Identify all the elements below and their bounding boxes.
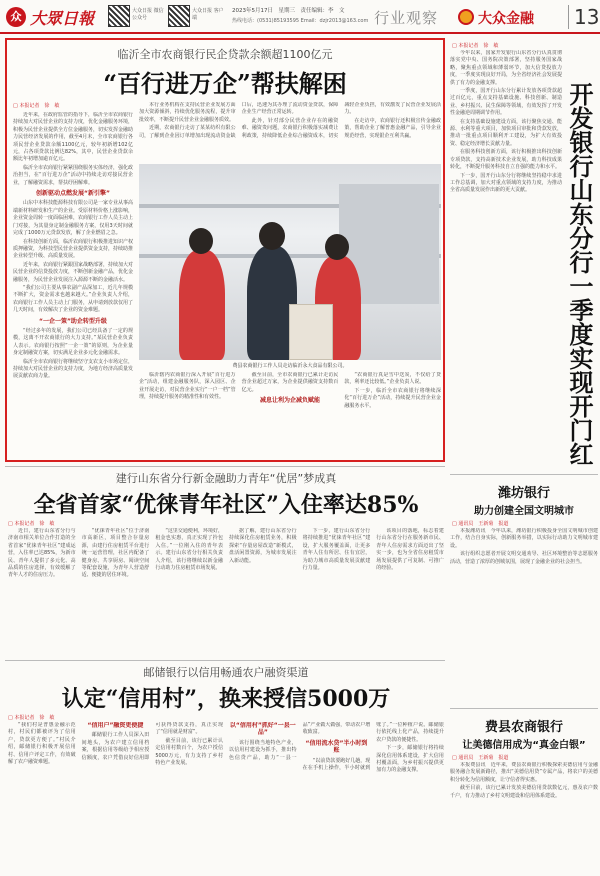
lead-paragraph: 在科技创新方面，临沂农商银行积极推进知识产权质押融资，为科技型民营企业提供资金支持，持续助推企业转型升级、高质量发展。 <box>13 238 133 260</box>
rail-mid-subhead: 助力创建全国文明城市 <box>474 506 574 517</box>
rail-paragraph: 截至目前，该行已累计发放美德信用贷款数亿元，惠及农户数千户，有力推动了乡村文明建设和信用体系建设。 <box>450 785 598 799</box>
bottom-paragraph: 该行围绕当地特色产业，以信用村建设为抓手，推出特色信贷产品，助力“一县一品”产业做大做强，带动农户增收致富。 <box>228 722 371 761</box>
section-divider <box>450 474 598 475</box>
middle-body <box>8 528 444 654</box>
section-divider <box>450 708 598 709</box>
rail-bot-body <box>450 762 598 870</box>
issue-date: 2023年5月17日 星期三 责任编辑：李 文 <box>232 8 345 14</box>
lead-upper-text <box>139 102 441 160</box>
bottom-headline: 认定“信用村”，换来授信5000万 <box>61 686 391 712</box>
section-divider <box>5 660 445 661</box>
lead-paragraph: “经过多年的发展，我们公司已经具备了一定的规模，这离不开农商银行的大力支持。”某民营企业负责人表示。农商银行按照“一企一策”的原则，为企业量身定制融资方案，切实满足企业多元化金融需求。 <box>13 327 133 357</box>
lead-headline: “百行进万企”帮扶解困 <box>103 69 347 98</box>
rail-paragraph: 在服务科技创新方面，该行积极推出科技创新专项贷款，支持高新技术企业发展，助力科技成果转化，不断提升服务科技自立自强的能力和水平。 <box>450 149 562 171</box>
bottom-paragraph: 邮储银行工作人员深入田间地头，为农户建立信用档案，根据信用等级给予相应授信额度，农户凭借良好信用即可获得贷款支持，真正实现了“信用就是财富”。 <box>81 722 223 761</box>
lead-column-1 <box>13 112 133 460</box>
lead-paragraph: 山东中本科技能源科技有限公司是一家专业从事高端新材料研发和生产的企业。受原材料价格上涨影响，企业资金周转一度面临困难，农商银行工作人员主动上门对接，为其量身定制金融服务方案，仅用3天时间就完成了1000万元贷款发放，解了企业燃眉之急。 <box>13 200 133 237</box>
bottom-paragraph: “我们村是普惠金融示范村，村民们都被评为了信用户，贷款更方便了。”村民介绍，邮储银行积极开展信用村、信用户评定工作，有效破解了农户融资难题。 <box>8 722 76 766</box>
lead-paragraph: “农商银行真是雪中送炭，不仅给了贷款，利率还比较低。”企业负责人说。 <box>344 372 441 386</box>
bottom-subhead-3: “信用流水贷”半小时到账 <box>305 739 368 755</box>
section-name: 行业观察 <box>374 9 439 27</box>
bottom-subhead-1: “信用户”融资更便捷 <box>87 722 144 729</box>
lead-photo <box>139 164 441 360</box>
lead-paragraph: 此外，针对部分民营企业存在的融资难、融资贵问题，农商银行积极落实减费让利政策，持续降低企业综合融资成本，切实减轻企业负担，有效激发了民营企业发展活力。 <box>241 102 441 139</box>
app-qr-icon <box>168 5 190 27</box>
brand-name: 大众金融 <box>478 11 534 27</box>
lead-subhead-1: 创新驱动点燃发展“新引擎” <box>36 190 110 198</box>
newspaper-logo-icon: 众 <box>6 7 26 27</box>
middle-paragraph: 该项目的落地，标志着建行山东省分行在服务新市民、青年人住房需求方面迈出了坚实一步，也为全省住房租赁市场发展提供了可复制、可推广的经验。 <box>376 528 444 572</box>
right-rail <box>450 38 598 874</box>
lead-byline: □ 本报记者 徐 敏 <box>13 103 60 109</box>
masthead <box>0 0 600 34</box>
rail-mid-headline: 潍坊银行 <box>497 486 550 501</box>
bottom-byline: □ 本报记者 徐 敏 <box>8 715 55 721</box>
rail-mid-byline: □ 通讯员 王新菊 报道 <box>452 521 509 527</box>
lead-kicker: 临沂全市农商银行民企贷款余额超1100亿元 <box>117 48 333 61</box>
rail-top-byline: □ 本报记者 徐 敏 <box>452 43 499 49</box>
lead-paragraph: “我们公司主要从事农副产品深加工，近几年规模不断扩大，资金需求也越来越大。”企业负责人介绍，农商银行工作人员主动上门服务，从申请到放款仅用了几天时间，有效解决了企业的资金难题。 <box>13 284 133 314</box>
qr1-label: 大众日报 微信公众号 <box>132 8 164 21</box>
rail-paragraph: 下一步，国开行山东分行将继续坚持稳中求进工作总基调，加大对重点领域的支持力度，为推动全省高质量发展作出新的更大贡献。 <box>450 172 562 194</box>
rail-paragraph: 该行组织志愿者开展文明交通劝导、社区环境整治等志愿服务活动，营造了浓厚的创城氛围，展现了金融企业的社会担当。 <box>450 551 598 565</box>
lead-paragraph: 本行业务机构在支持民营企业发展方面加大资源倾斜，持续优化服务流程，提升审批效率，不断提升民营企业金融服务质效。 <box>139 102 236 123</box>
rail-mid-body <box>450 528 598 704</box>
contact-line: 热线电话：(0531)85193595 Email：dzjr2013@163.com <box>232 18 369 24</box>
wechat-qr-icon <box>108 5 130 27</box>
middle-paragraph: 近日，建行山东省分行与济南市相关单位合作打造的全省首家“优徕青年社区”建成运营，入住率已达85%，为新市民、青年人提供了多元化、高品质的住房选择，有效缓解了青年人才的住房压力。 <box>8 528 76 579</box>
rail-bot-byline: □ 通讯员 王新菊 报道 <box>452 755 509 761</box>
lead-subhead-3: 减息让利为企减负赋能 <box>259 397 320 405</box>
middle-headline: 全省首家“优徕青年社区”入住率达85% <box>33 492 419 518</box>
lead-paragraph: 临沂辖内农商银行深入开展“百行进万企”活动，组建金融服务队，深入园区、企业开展走访，对民营企业实行“一户一档”管理，持续提升服务的精准性和有效性。 <box>139 372 236 401</box>
bottom-subhead-2: 以“信用村”抓好“一县一品” <box>229 722 296 737</box>
lead-paragraph: 近期，农商银行走访了某某纺织有限公司，了解到企业因订单增加出现流动资金缺口后，迅速为其办理了流动资金贷款，保障企业生产经营正常运转。 <box>139 102 339 139</box>
lead-paragraph: 近年来，农商银行紧跟国家战略部署，持续加大对民营企业的信贷投放力度，不断创新金融产品，优化金融服务，为民营企业发展注入源源不断的金融活水。 <box>13 261 133 283</box>
bottom-paragraph: “以前贷款要跑好几趟，现在在手机上操作，半小时就到账了。”一位种植户说。邮储银行依托线上化产品，持续提升农户贷款的便捷性。 <box>302 722 444 772</box>
middle-byline: □ 本报记者 徐 敏 <box>8 521 55 527</box>
rail-bot-subhead: 让美德信用成为“真金白银” <box>462 740 586 751</box>
middle-paragraph: 下一步，建行山东省分行将持续推进“优徕青年社区”建设，扩大服务覆盖面，让更多青年人住有所居、住有宜居，为助力城市高质量发展贡献建行力量。 <box>302 528 371 572</box>
lead-paragraph: 在走访中，农商银行还积极宣传金融政策，帮助企业了解普惠金融产品，引导企业规范经营，实现银企互利共赢。 <box>344 117 441 139</box>
lead-paragraph: 临沂全市农商银行将继续坚守支农支小市场定位，持续加大对民营企业的支持力度，为地方经济高质量发展贡献农商力量。 <box>13 358 133 380</box>
lead-story <box>5 38 445 462</box>
rail-paragraph: 今年以来，国家开发银行山东省分行认真贯彻落实党中央、国务院决策部署，坚持服务国家战略，聚焦重点领域和薄弱环节，加大信贷投放力度，一季度实现良好开局，为全省经济社会发展提供了有力的金融支撑。 <box>450 50 562 86</box>
bottom-kicker: 邮储银行以信用畅通农户融资渠道 <box>143 666 309 679</box>
middle-paragraph: 据了解，建行山东省分行持续深化住房租赁业务，积极探索“存量房屋改造”新模式，盘活闲置资源，为城市发展注入新动能。 <box>228 528 297 564</box>
lead-subhead-2: “一企一策”助企转型升级 <box>39 317 107 325</box>
rail-paragraph: 本报费县讯 近年来，费县农商银行积极探索美德信用与金融服务融合发展新路径，推出“美德信用贷”专属产品，将农户的美德积分转化为信用额度，让守信者得实惠。 <box>450 762 598 783</box>
lead-photo-caption: 费县农商银行工作人员走访临沂永大食品有限公司。 <box>232 363 348 369</box>
bottom-body <box>8 722 444 872</box>
bottom-paragraph: 截至目前，该行已累计认定信用村数百个，为农户授信5000万元，有力支持了乡村特色产业发展。 <box>155 737 223 767</box>
brand-logo-icon <box>458 9 474 25</box>
middle-paragraph: “这里交通便利，环境好，租金也实惠，真正实现了拎包入住。”一位刚入住的青年表示。建行山东省分行相关负责人介绍，该行将继续以新金融行动助力住房租赁市场发展。 <box>155 528 223 572</box>
middle-paragraph: “优徕青年社区”位于济南市高新区，项目整合存量房源，由建行住房租赁平台进行统一运营管理，社区内配备了健身房、共享厨房、阅读空间等配套设施，为青年人营造舒适、便捷的居住环境。 <box>81 528 150 579</box>
rail-vertical-headline: 开发银行山东分行一季度实现开门红 <box>565 82 594 466</box>
lead-paragraph: 下一步，临沂全市农商银行将继续深化“百行进万企”活动，持续提升民营企业金融服务水平。 <box>344 387 441 409</box>
middle-kicker: 建行山东省分行新金融助力青年“优居”梦成真 <box>115 472 337 485</box>
page-number: 13 <box>568 5 599 29</box>
lead-lower-text <box>139 372 441 458</box>
rail-top-body <box>450 50 562 470</box>
newspaper-logo: 大眾日報 <box>30 9 95 28</box>
rail-paragraph: 本报潍坊讯 今年以来，潍坊银行积极投身全国文明城市创建工作，结合自身实际，创新服务举措，以实际行动助力文明城市建设。 <box>450 528 598 549</box>
qr2-label: 大众日报 客户端 <box>192 8 224 21</box>
rail-bot-headline: 费县农商银行 <box>484 720 563 735</box>
lead-paragraph: 近年来，在政府监管的指导下，临沂全市农商银行持续加大对民营企业的支持力度，优化金融服务环境，积极为民营企业提供全方位金融服务，切实发挥金融助力民营经济发展的作用，截至4月末，全市农商银行各项民营企业贷款余额1100亿元，较年初新增102亿元，占各项贷款比例达82%，其中，民营企业贷款余额比年初增加逾百亿元。 <box>13 112 133 163</box>
rail-paragraph: 在支持基础设施建设方面，该行聚焦交通、能源、水利等重大项目，加快项目审批和贷款发放，推动一批重点项目顺利开工建设，为扩大有效投资、稳定经济增长贡献力量。 <box>450 118 562 147</box>
lead-paragraph: 截至目前，全市农商银行已累计走访民营企业超过万家，为企业提供融资支持数百亿元。 <box>241 372 339 393</box>
rail-paragraph: 一季度，国开行山东分行累计发放各项贷款超过百亿元，重点支持基础设施、科技创新、制造业、乡村振兴、民生保障等领域，有效发挥了开发性金融逆周期调节作用。 <box>450 88 562 117</box>
section-divider <box>5 466 445 467</box>
bottom-paragraph: 下一步，邮储银行将持续深化信用体系建设，扩大信用村覆盖面，为乡村振兴提供更加有力的金融支撑。 <box>376 745 444 774</box>
lead-paragraph: 临沂全市农商银行紧紧围绕服务实体经济，强化政治担当，在“百行进万企”活动中持续走访对接民营企业，了解融资需求，帮扶纾困解难。 <box>13 164 133 186</box>
